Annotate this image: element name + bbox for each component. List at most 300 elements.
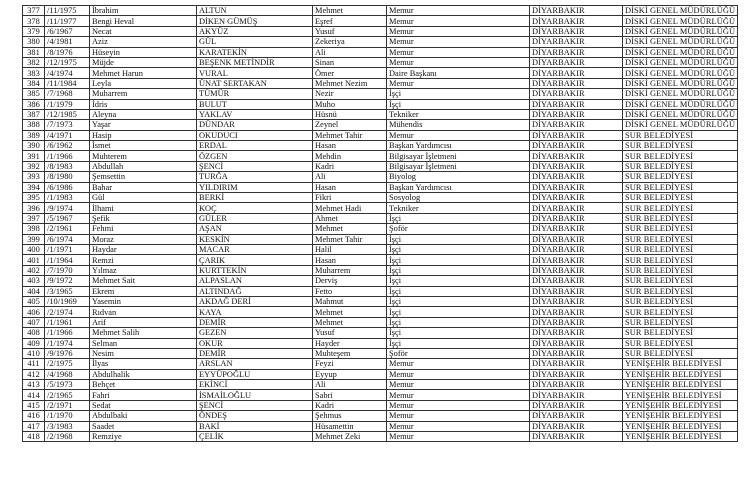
row-number-cell: 406 — [23, 307, 45, 317]
birth-date-cell: /2/1974 — [45, 307, 90, 317]
city-cell: DİYARBAKIR — [530, 203, 623, 213]
row-number-cell: 400 — [23, 244, 45, 254]
row-number-cell: 386 — [23, 99, 45, 109]
row-number-cell: 391 — [23, 151, 45, 161]
first-name-cell: Selman — [90, 338, 197, 348]
job-title-cell: Memur — [387, 421, 530, 431]
table-row — [23, 286, 738, 296]
institution-cell: SUR BELEDİYESİ — [623, 224, 738, 234]
birth-date-cell: /9/1972 — [45, 276, 90, 286]
first-name-cell: İlyas — [90, 359, 197, 369]
table-row — [23, 432, 738, 442]
first-name-cell: Şemsettin — [90, 172, 197, 182]
surname-cell: GÜL — [197, 37, 313, 47]
job-title-cell: Memur — [387, 6, 530, 16]
table-row — [23, 338, 738, 348]
birth-date-cell: /1/1971 — [45, 244, 90, 254]
city-cell: DİYARBAKIR — [530, 224, 623, 234]
birth-date-cell: /7/1973 — [45, 120, 90, 130]
table-row — [23, 172, 738, 182]
birth-date-cell: /1/1979 — [45, 99, 90, 109]
institution-cell: SUR BELEDİYESİ — [623, 265, 738, 275]
job-title-cell: Memur — [387, 78, 530, 88]
job-title-cell: Memur — [387, 390, 530, 400]
birth-date-cell: /1/1964 — [45, 255, 90, 265]
row-number-cell: 401 — [23, 255, 45, 265]
first-name-cell: Haydar — [90, 244, 197, 254]
city-cell: DİYARBAKIR — [530, 255, 623, 265]
birth-date-cell: /4/1971 — [45, 130, 90, 140]
surname-cell: MACAR — [197, 244, 313, 254]
father-name-cell: Hayder — [313, 338, 387, 348]
city-cell: DİYARBAKIR — [530, 37, 623, 47]
row-number-cell: 390 — [23, 141, 45, 151]
surname-cell: ÇARIK — [197, 255, 313, 265]
table-row — [23, 57, 738, 67]
row-number-cell: 403 — [23, 276, 45, 286]
institution-cell: SUR BELEDİYESİ — [623, 317, 738, 327]
first-name-cell: Bahar — [90, 182, 197, 192]
surname-cell: KURTTEKİN — [197, 265, 313, 275]
surname-cell: AŞAN — [197, 224, 313, 234]
job-title-cell: İşçi — [387, 213, 530, 223]
father-name-cell: Mehmet — [313, 307, 387, 317]
row-number-cell: 395 — [23, 193, 45, 203]
birth-date-cell: /6/1974 — [45, 234, 90, 244]
institution-cell: SUR BELEDİYESİ — [623, 244, 738, 254]
father-name-cell: Mahmut — [313, 296, 387, 306]
first-name-cell: Remzi — [90, 255, 197, 265]
birth-date-cell: /4/1968 — [45, 369, 90, 379]
birth-date-cell: /1/1966 — [45, 328, 90, 338]
father-name-cell: Mehmet Tahir — [313, 130, 387, 140]
father-name-cell: Şehmus — [313, 411, 387, 421]
job-title-cell: Başkan Yardımcısı — [387, 141, 530, 151]
job-title-cell: Şoför — [387, 348, 530, 358]
job-title-cell: Memur — [387, 47, 530, 57]
row-number-cell: 388 — [23, 120, 45, 130]
first-name-cell: Ekrem — [90, 286, 197, 296]
father-name-cell: Eyyup — [313, 369, 387, 379]
institution-cell: SUR BELEDİYESİ — [623, 296, 738, 306]
first-name-cell: Necat — [90, 26, 197, 36]
institution-cell: SUR BELEDİYESİ — [623, 130, 738, 140]
father-name-cell: Kadri — [313, 400, 387, 410]
city-cell: DİYARBAKIR — [530, 120, 623, 130]
first-name-cell: Hasip — [90, 130, 197, 140]
institution-cell: YENİŞEHİR BELEDİYESİ — [623, 421, 738, 431]
father-name-cell: Mehmet — [313, 317, 387, 327]
surname-cell: EKİNCİ — [197, 380, 313, 390]
father-name-cell: Mehmet Zeki — [313, 432, 387, 442]
city-cell: DİYARBAKIR — [530, 172, 623, 182]
birth-date-cell: /7/1968 — [45, 89, 90, 99]
institution-cell: YENİŞEHİR BELEDİYESİ — [623, 400, 738, 410]
job-title-cell: İşçi — [387, 328, 530, 338]
city-cell: DİYARBAKIR — [530, 359, 623, 369]
father-name-cell: Yusuf — [313, 26, 387, 36]
birth-date-cell: /2/1961 — [45, 224, 90, 234]
row-number-cell: 415 — [23, 400, 45, 410]
row-number-cell: 396 — [23, 203, 45, 213]
institution-cell: DİSKİ GENEL MÜDÜRLÜĞÜ — [623, 109, 738, 119]
birth-date-cell: /12/1975 — [45, 57, 90, 67]
first-name-cell: Leyla — [90, 78, 197, 88]
job-title-cell: İşçi — [387, 99, 530, 109]
father-name-cell: Kadri — [313, 161, 387, 171]
father-name-cell: Muho — [313, 99, 387, 109]
city-cell: DİYARBAKIR — [530, 390, 623, 400]
birth-date-cell: /12/1985 — [45, 109, 90, 119]
first-name-cell: Abdulhalik — [90, 369, 197, 379]
birth-date-cell: /6/1986 — [45, 182, 90, 192]
city-cell: DİYARBAKIR — [530, 47, 623, 57]
row-number-cell: 389 — [23, 130, 45, 140]
city-cell: DİYARBAKIR — [530, 89, 623, 99]
table-row — [23, 317, 738, 327]
city-cell: DİYARBAKIR — [530, 109, 623, 119]
first-name-cell: İbrahim — [90, 6, 197, 16]
institution-cell: YENİŞEHİR BELEDİYESİ — [623, 390, 738, 400]
surname-cell: KAYA — [197, 307, 313, 317]
first-name-cell: Remziye — [90, 432, 197, 442]
table-row — [23, 37, 738, 47]
father-name-cell: Muharrem — [313, 265, 387, 275]
table-row — [23, 26, 738, 36]
surname-cell: ALTINDAĞ — [197, 286, 313, 296]
father-name-cell: Ali — [313, 380, 387, 390]
first-name-cell: Behçet — [90, 380, 197, 390]
job-title-cell: Bilgisayar İşletmeni — [387, 151, 530, 161]
row-number-cell: 418 — [23, 432, 45, 442]
institution-cell: DİSKİ GENEL MÜDÜRLÜĞÜ — [623, 6, 738, 16]
city-cell: DİYARBAKIR — [530, 421, 623, 431]
city-cell: DİYARBAKIR — [530, 16, 623, 26]
table-row — [23, 359, 738, 369]
first-name-cell: Yasemin — [90, 296, 197, 306]
job-title-cell: Memur — [387, 432, 530, 442]
surname-cell: BERKİ — [197, 193, 313, 203]
table-row — [23, 16, 738, 26]
row-number-cell: 394 — [23, 182, 45, 192]
birth-date-cell: /2/1971 — [45, 400, 90, 410]
surname-cell: BULUT — [197, 99, 313, 109]
surname-cell: DÜNDAR — [197, 120, 313, 130]
father-name-cell: Ahmet — [313, 213, 387, 223]
city-cell: DİYARBAKIR — [530, 276, 623, 286]
city-cell: DİYARBAKIR — [530, 317, 623, 327]
job-title-cell: Memur — [387, 359, 530, 369]
city-cell: DİYARBAKIR — [530, 193, 623, 203]
surname-cell: OKUDUCI — [197, 130, 313, 140]
job-title-cell: Memur — [387, 380, 530, 390]
institution-cell: DİSKİ GENEL MÜDÜRLÜĞÜ — [623, 26, 738, 36]
birth-date-cell: /8/1983 — [45, 161, 90, 171]
father-name-cell: Mehmet Tahir — [313, 234, 387, 244]
first-name-cell: İlhami — [90, 203, 197, 213]
job-title-cell: İşçi — [387, 89, 530, 99]
institution-cell: DİSKİ GENEL MÜDÜRLÜĞÜ — [623, 16, 738, 26]
city-cell: DİYARBAKIR — [530, 6, 623, 16]
table-row — [23, 141, 738, 151]
institution-cell: SUR BELEDİYESİ — [623, 151, 738, 161]
surname-cell: ÖNDEŞ — [197, 411, 313, 421]
birth-date-cell: /2/1965 — [45, 390, 90, 400]
surname-cell: YAKLAV — [197, 109, 313, 119]
birth-date-cell: /8/1980 — [45, 172, 90, 182]
job-title-cell: İşçi — [387, 234, 530, 244]
table-row — [23, 369, 738, 379]
city-cell: DİYARBAKIR — [530, 369, 623, 379]
city-cell: DİYARBAKIR — [530, 265, 623, 275]
father-name-cell: Hasan — [313, 255, 387, 265]
birth-date-cell: /11/1975 — [45, 6, 90, 16]
table-row — [23, 411, 738, 421]
birth-date-cell: /4/1974 — [45, 68, 90, 78]
surname-cell: ŞENCİ — [197, 400, 313, 410]
institution-cell: SUR BELEDİYESİ — [623, 161, 738, 171]
job-title-cell: Memur — [387, 57, 530, 67]
surname-cell: KESKİN — [197, 234, 313, 244]
table-row — [23, 182, 738, 192]
table-row — [23, 130, 738, 140]
father-name-cell: Yusuf — [313, 328, 387, 338]
table-row — [23, 47, 738, 57]
father-name-cell: Sinan — [313, 57, 387, 67]
birth-date-cell: /1/1974 — [45, 338, 90, 348]
institution-cell: SUR BELEDİYESİ — [623, 182, 738, 192]
job-title-cell: Şoför — [387, 224, 530, 234]
job-title-cell: Mühendis — [387, 120, 530, 130]
surname-cell: İSMAİLOĞLU — [197, 390, 313, 400]
row-number-cell: 380 — [23, 37, 45, 47]
surname-cell: DEMİR — [197, 317, 313, 327]
birth-date-cell: /1/1966 — [45, 151, 90, 161]
row-number-cell: 377 — [23, 6, 45, 16]
institution-cell: DİSKİ GENEL MÜDÜRLÜĞÜ — [623, 78, 738, 88]
table-row — [23, 296, 738, 306]
table-row — [23, 400, 738, 410]
table-row — [23, 234, 738, 244]
institution-cell: SUR BELEDİYESİ — [623, 338, 738, 348]
row-number-cell: 416 — [23, 411, 45, 421]
city-cell: DİYARBAKIR — [530, 432, 623, 442]
job-title-cell: İşçi — [387, 255, 530, 265]
job-title-cell: Tekniker — [387, 109, 530, 119]
institution-cell: YENİŞEHİR BELEDİYESİ — [623, 369, 738, 379]
job-title-cell: İşçi — [387, 296, 530, 306]
first-name-cell: Muharrem — [90, 89, 197, 99]
city-cell: DİYARBAKIR — [530, 141, 623, 151]
job-title-cell: Memur — [387, 16, 530, 26]
job-title-cell: Memur — [387, 26, 530, 36]
city-cell: DİYARBAKIR — [530, 307, 623, 317]
surname-cell: TÜMÜR — [197, 89, 313, 99]
birth-date-cell: /1/1961 — [45, 317, 90, 327]
table-row — [23, 380, 738, 390]
surname-cell: GEZEN — [197, 328, 313, 338]
birth-date-cell: /2/1968 — [45, 432, 90, 442]
job-title-cell: İşçi — [387, 244, 530, 254]
first-name-cell: Abdulbaki — [90, 411, 197, 421]
job-title-cell: Biyolog — [387, 172, 530, 182]
father-name-cell: Hasan — [313, 141, 387, 151]
row-number-cell: 412 — [23, 369, 45, 379]
father-name-cell: Ali — [313, 47, 387, 57]
row-number-cell: 397 — [23, 213, 45, 223]
institution-cell: SUR BELEDİYESİ — [623, 328, 738, 338]
surname-cell: KARATEKİN — [197, 47, 313, 57]
first-name-cell: İdris — [90, 99, 197, 109]
first-name-cell: Mehmet Salih — [90, 328, 197, 338]
row-number-cell: 410 — [23, 348, 45, 358]
father-name-cell: Hüsamettin — [313, 421, 387, 431]
city-cell: DİYARBAKIR — [530, 400, 623, 410]
row-number-cell: 399 — [23, 234, 45, 244]
first-name-cell: İsmet — [90, 141, 197, 151]
job-title-cell: Memur — [387, 130, 530, 140]
institution-cell: DİSKİ GENEL MÜDÜRLÜĞÜ — [623, 37, 738, 47]
father-name-cell: Mehmet Nezim — [313, 78, 387, 88]
row-number-cell: 407 — [23, 317, 45, 327]
row-number-cell: 408 — [23, 328, 45, 338]
city-cell: DİYARBAKIR — [530, 26, 623, 36]
birth-date-cell: /9/1974 — [45, 203, 90, 213]
birth-date-cell: /10/1969 — [45, 296, 90, 306]
job-title-cell: Tekniker — [387, 203, 530, 213]
city-cell: DİYARBAKIR — [530, 338, 623, 348]
job-title-cell: İşçi — [387, 265, 530, 275]
surname-cell: KOÇ — [197, 203, 313, 213]
institution-cell: SUR BELEDİYESİ — [623, 203, 738, 213]
table-row — [23, 244, 738, 254]
surname-cell: VURAL — [197, 68, 313, 78]
first-name-cell: Müjde — [90, 57, 197, 67]
table-row — [23, 6, 738, 16]
father-name-cell: Mehdin — [313, 151, 387, 161]
row-number-cell: 413 — [23, 380, 45, 390]
job-title-cell: Memur — [387, 369, 530, 379]
job-title-cell: Başkan Yardımcısı — [387, 182, 530, 192]
institution-cell: DİSKİ GENEL MÜDÜRLÜĞÜ — [623, 68, 738, 78]
father-name-cell: Hüsnü — [313, 109, 387, 119]
table-row — [23, 307, 738, 317]
birth-date-cell: /9/1976 — [45, 348, 90, 358]
birth-date-cell: /2/1975 — [45, 359, 90, 369]
father-name-cell: Nezir — [313, 89, 387, 99]
row-number-cell: 405 — [23, 296, 45, 306]
birth-date-cell: /11/1977 — [45, 16, 90, 26]
father-name-cell: Eşref — [313, 16, 387, 26]
father-name-cell: Mehmet — [313, 6, 387, 16]
table-row — [23, 255, 738, 265]
institution-cell: SUR BELEDİYESİ — [623, 172, 738, 182]
surname-cell: OKUR — [197, 338, 313, 348]
job-title-cell: Memur — [387, 400, 530, 410]
surname-cell: DEMİR — [197, 348, 313, 358]
city-cell: DİYARBAKIR — [530, 161, 623, 171]
table-row — [23, 193, 738, 203]
job-title-cell: Sosyolog — [387, 193, 530, 203]
first-name-cell: Bengi Heval — [90, 16, 197, 26]
surname-cell: EYYÜPOĞLU — [197, 369, 313, 379]
surname-cell: YILDIRIM — [197, 182, 313, 192]
job-title-cell: İşçi — [387, 307, 530, 317]
surname-cell: ALPASLAN — [197, 276, 313, 286]
job-title-cell: İşçi — [387, 286, 530, 296]
father-name-cell: Zeynel — [313, 120, 387, 130]
row-number-cell: 409 — [23, 338, 45, 348]
first-name-cell: Yılmaz — [90, 265, 197, 275]
first-name-cell: Gül — [90, 193, 197, 203]
birth-date-cell: /11/1984 — [45, 78, 90, 88]
city-cell: DİYARBAKIR — [530, 78, 623, 88]
city-cell: DİYARBAKIR — [530, 182, 623, 192]
first-name-cell: Mehmet Harun — [90, 68, 197, 78]
father-name-cell: Derviş — [313, 276, 387, 286]
first-name-cell: Arif — [90, 317, 197, 327]
father-name-cell: Sabri — [313, 390, 387, 400]
birth-date-cell: /5/1967 — [45, 213, 90, 223]
institution-cell: SUR BELEDİYESİ — [623, 348, 738, 358]
city-cell: DİYARBAKIR — [530, 244, 623, 254]
first-name-cell: Fehmi — [90, 224, 197, 234]
row-number-cell: 417 — [23, 421, 45, 431]
surname-cell: ŞENCİ — [197, 161, 313, 171]
first-name-cell: Abdullah — [90, 161, 197, 171]
row-number-cell: 382 — [23, 57, 45, 67]
city-cell: DİYARBAKIR — [530, 151, 623, 161]
table-row — [23, 78, 738, 88]
job-title-cell: Bilgisayar İşletmeni — [387, 161, 530, 171]
surname-cell: ÖZGEN — [197, 151, 313, 161]
institution-cell: YENİŞEHİR BELEDİYESİ — [623, 432, 738, 442]
city-cell: DİYARBAKIR — [530, 286, 623, 296]
father-name-cell: Mehmet Hadi — [313, 203, 387, 213]
institution-cell: DİSKİ GENEL MÜDÜRLÜĞÜ — [623, 99, 738, 109]
city-cell: DİYARBAKIR — [530, 380, 623, 390]
father-name-cell: Ömer — [313, 68, 387, 78]
row-number-cell: 383 — [23, 68, 45, 78]
institution-cell: SUR BELEDİYESİ — [623, 234, 738, 244]
birth-date-cell: /8/1976 — [45, 47, 90, 57]
birth-date-cell: /6/1967 — [45, 26, 90, 36]
row-number-cell: 384 — [23, 78, 45, 88]
institution-cell: SUR BELEDİYESİ — [623, 141, 738, 151]
father-name-cell: Hasan — [313, 182, 387, 192]
first-name-cell: Moraz — [90, 234, 197, 244]
table-row — [23, 328, 738, 338]
city-cell: DİYARBAKIR — [530, 130, 623, 140]
institution-cell: SUR BELEDİYESİ — [623, 213, 738, 223]
first-name-cell: Sedat — [90, 400, 197, 410]
institution-cell: DİSKİ GENEL MÜDÜRLÜĞÜ — [623, 57, 738, 67]
surname-cell: ARSLAN — [197, 359, 313, 369]
row-number-cell: 381 — [23, 47, 45, 57]
institution-cell: DİSKİ GENEL MÜDÜRLÜĞÜ — [623, 47, 738, 57]
first-name-cell: Aleyna — [90, 109, 197, 119]
first-name-cell: Nesim — [90, 348, 197, 358]
birth-date-cell: /5/1973 — [45, 380, 90, 390]
first-name-cell: Şefik — [90, 213, 197, 223]
surname-cell: DİKEN GÜMÜŞ — [197, 16, 313, 26]
institution-cell: YENİŞEHİR BELEDİYESİ — [623, 411, 738, 421]
row-number-cell: 379 — [23, 26, 45, 36]
table-row — [23, 224, 738, 234]
institution-cell: SUR BELEDİYESİ — [623, 307, 738, 317]
institution-cell: SUR BELEDİYESİ — [623, 276, 738, 286]
first-name-cell: Saadet — [90, 421, 197, 431]
